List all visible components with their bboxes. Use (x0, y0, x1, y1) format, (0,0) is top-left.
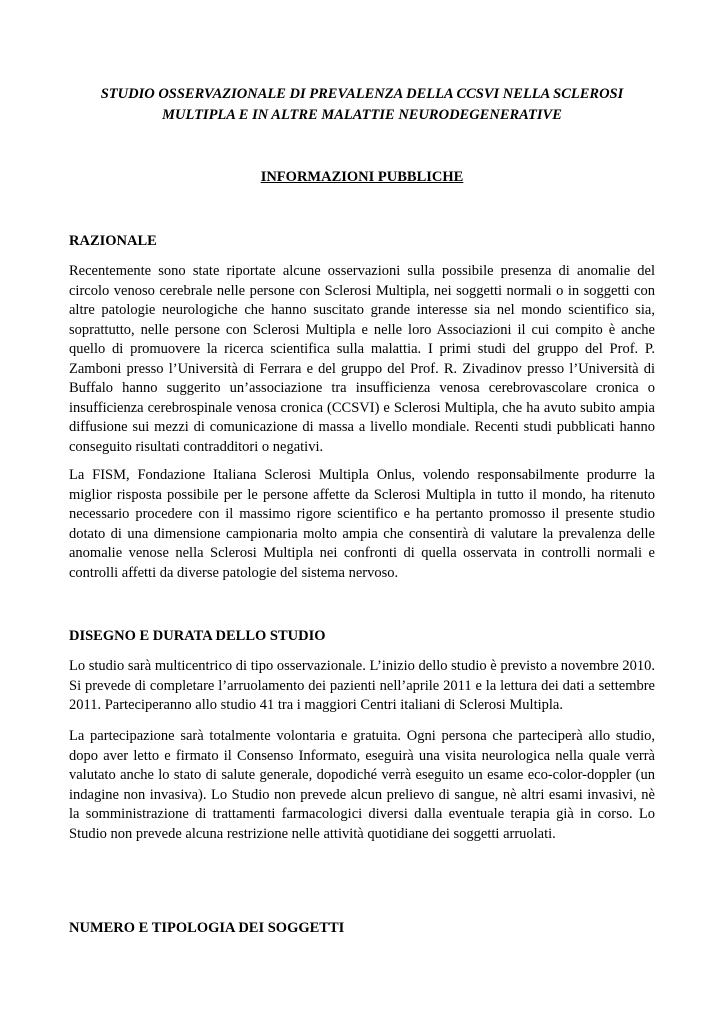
section-heading-razionale: RAZIONALE (69, 233, 157, 249)
document-subtitle: INFORMAZIONI PUBBLICHE (260, 169, 464, 185)
paragraph-razionale-1: Recentemente sono state riportate alcune osservazioni sulla possibile presenza di anomalie del circolo venoso cerebrale nelle persone con Sclerosi Multipla, nei soggetti normali o in soggetti con altre patologie neurologiche che hanno suscitato grande interesse sia nel mondo scientifico sia, soprattutto, nelle persone con Sclerosi Multipla e nelle loro Associazioni il cui compito è anche quello di promuovere la ricerca scientifica sulla malattia. I primi studi del gruppo del Prof. P. Zamboni presso l’Università di Ferrara e del gruppo del Prof. R. Zivadinov presso l’Università di Buffalo hanno suggerito un’associazione tra insufficienza venosa cerebrovascolare cronica o insufficienza cerebrospinale venosa cronica (CCSVI) e Sclerosi Multipla, che ha avuto subito ampia diffusione sui mezzi di comunicazione di massa a livello mondiale. Recenti studi pubblicati hanno conseguito risultati contradditori o negativi. (69, 263, 655, 455)
section-heading-disegno: DISEGNO E DURATA DELLO STUDIO (69, 628, 326, 644)
section-heading-numero: NUMERO E TIPOLOGIA DEI SOGGETTI (69, 920, 345, 936)
paragraph-disegno-1: Lo studio sarà multicentrico di tipo osservazionale. L’inizio dello studio è previsto a novembre 2010. Si prevede di completare l’arruolamento dei pazienti nell’aprile 2011 e la lettura dei dati a settembre 2011. Parteciperanno allo studio 41 tra i maggiori Centri italiani di Sclerosi Multipla. (69, 658, 655, 713)
document-title: STUDIO OSSERVAZIONALE DI PREVALENZA DELLA CCSVI NELLA SCLEROSI MULTIPLA E IN ALTRE MALATTIE NEURODEGENERATIVE (100, 86, 624, 123)
paragraph-razionale-2: La FISM, Fondazione Italiana Sclerosi Multipla Onlus, volendo responsabilmente produrre la miglior risposta possibile per le persone affette da Sclerosi Multipla in tutto il mondo, ha ritenuto necessario procedere con il massimo rigore scientifico e ha pertanto promosso il presente studio dotato di una dimensione campionaria molto ampia che consentirà di valutare la prevalenza delle anomalie venose nella Sclerosi Multipla nei confronti di quella osservata in controlli normali e controlli affetti da diverse patologie del sistema nervoso. (69, 467, 655, 581)
paragraph-disegno-2: La partecipazione sarà totalmente volontaria e gratuita. Ogni persona che parteciperà allo studio, dopo aver letto e firmato il Consenso Informato, eseguirà una visita neurologica nella quale verrà valutato anche lo stato di salute generale, dopodiché verrà eseguito un esame eco-color-doppler (un indagine non invasiva). Lo Studio non prevede alcun prelievo di sangue, nè altri esami invasivi, nè la somministrazione di trattamenti farmacologici diversi dalla eventuale terapia già in corso. Lo Studio non prevede alcuna restrizione nelle attività quotidiane dei soggetti arruolati. (69, 728, 655, 842)
